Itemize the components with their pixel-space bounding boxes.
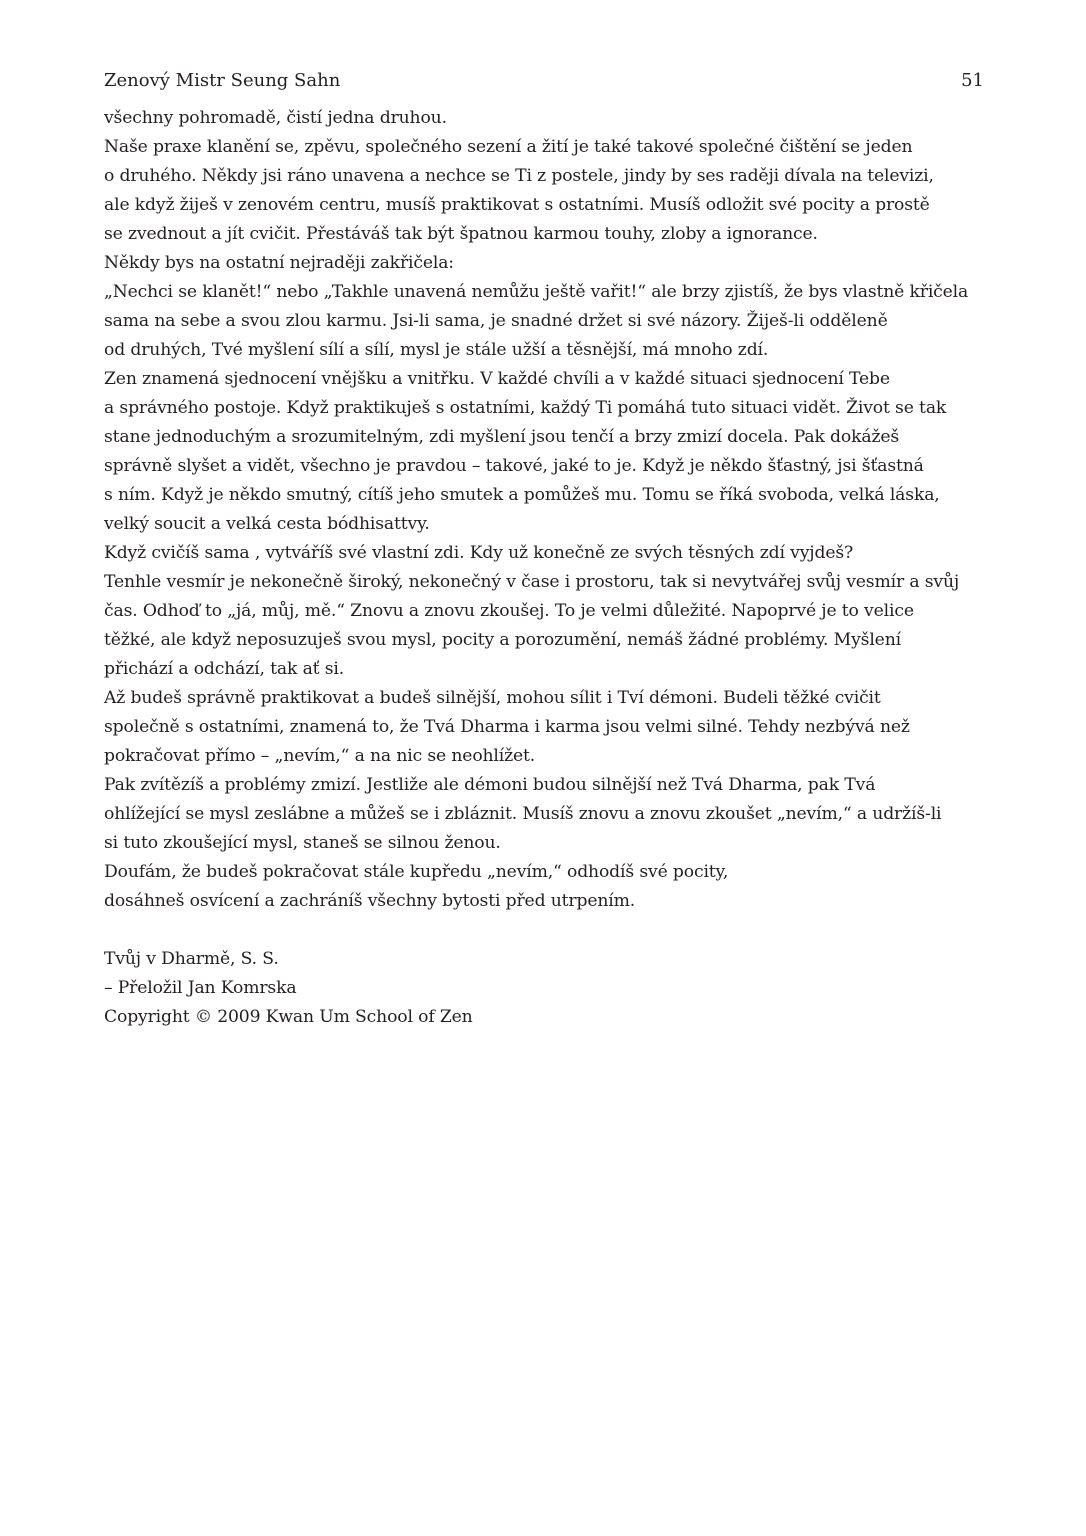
text-line: „Nechci se klanět!“ nebo „Takhle unavená nemůžu ještě vařit!“ ale brzy zjistíš, že bys vlastně křičela: [104, 282, 969, 302]
translator-credit: – Přeložil Jan Komrska: [104, 978, 297, 998]
text-line: a správného postoje. Když praktikuješ s ostatními, každý Ti pomáhá tuto situaci vidět. Život se tak: [104, 398, 947, 418]
page-number: 51: [961, 70, 984, 91]
text-line: Doufám, že budeš pokračovat stále kupředu „nevím,“ odhodíš své pocity,: [104, 862, 729, 882]
text-line: velký soucit a velká cesta bódhisattvy.: [104, 514, 430, 534]
text-line: se zvednout a jít cvičit. Přestáváš tak být špatnou karmou touhy, zloby a ignorance.: [104, 224, 818, 244]
text-line: ohlížející se mysl zeslábne a můžeš se i zbláznit. Musíš znovu a znovu zkoušet „nevím,“ a udržíš-li: [104, 804, 942, 824]
text-line: sama na sebe a svou zlou karmu. Jsi-li sama, je snadné držet si své názory. Žiješ-li odděleně: [104, 311, 888, 331]
text-line: Tenhle vesmír je nekonečně široký, nekonečný v čase i prostoru, tak si nevytvářej svůj vesmír a svůj: [104, 572, 960, 592]
running-header: [104, 68, 984, 94]
text-line: společně s ostatními, znamená to, že Tvá Dharma i karma jsou velmi silné. Tehdy nezbývá než: [104, 717, 910, 737]
body-text: [104, 104, 984, 1032]
text-line: ale když žiješ v zenovém centru, musíš praktikovat s ostatními. Musíš odložit své pocity a prostě: [104, 195, 930, 215]
text-line: dosáhneš osvícení a zachráníš všechny bytosti před utrpením.: [104, 891, 636, 911]
text-line: těžké, ale když neposuzuješ svou mysl, pocity a porozumění, nemáš žádné problémy. Myšlení: [104, 630, 901, 650]
text-line: Pak zvítězíš a problémy zmizí. Jestliže ale démoni budou silnější než Tvá Dharma, pak Tvá: [104, 775, 876, 795]
text-line: správně slyšet a vidět, všechno je pravdou – takové, jaké to je. Když je někdo šťastný, jsi šťastná: [104, 456, 924, 476]
text-line: o druhého. Někdy jsi ráno unavena a nechce se Ti z postele, jindy by ses raději dívala na televizi,: [104, 166, 934, 186]
text-line: všechny pohromadě, čistí jedna druhou.: [104, 108, 447, 128]
text-line: si tuto zkoušející mysl, staneš se silnou ženou.: [104, 833, 501, 853]
paragraph-gap: [104, 916, 984, 945]
text-line: Naše praxe klanění se, zpěvu, společného sezení a žití je také takové společné čištění se jeden: [104, 137, 913, 157]
book-title: Zenový Mistr Seung Sahn: [104, 70, 341, 91]
signature: Tvůj v Dharmě, S. S.: [104, 949, 279, 969]
text-line: Až budeš správně praktikovat a budeš silnější, mohou sílit i Tví démoni. Budeli těžké cvičit: [104, 688, 881, 708]
text-line: přichází a odchází, tak ať si.: [104, 659, 345, 679]
text-line: čas. Odhoď to „já, můj, mě.“ Znovu a znovu zkoušej. To je velmi důležité. Napoprvé je to velice: [104, 601, 914, 621]
text-line: stane jednoduchým a srozumitelným, zdi myšlení jsou tenčí a brzy zmizí docela. Pak dokážeš: [104, 427, 900, 447]
text-line: od druhých, Tvé myšlení sílí a sílí, mysl je stále užší a těsnější, má mnoho zdí.: [104, 340, 769, 360]
text-line: pokračovat přímo – „nevím,“ a na nic se neohlížet.: [104, 746, 536, 766]
text-line: Někdy bys na ostatní nejraději zakřičela:: [104, 253, 454, 273]
text-line: Když cvičíš sama , vytváříš své vlastní zdi. Kdy už konečně ze svých těsných zdí vyjdeš?: [104, 543, 854, 563]
copyright-notice: Copyright © 2009 Kwan Um School of Zen: [104, 1007, 473, 1027]
text-line: s ním. Když je někdo smutný, cítíš jeho smutek a pomůžeš mu. Tomu se říká svoboda, velká láska,: [104, 485, 940, 505]
text-line: Zen znamená sjednocení vnějšku a vnitřku. V každé chvíli a v každé situaci sjednocení Tebe: [104, 369, 890, 389]
